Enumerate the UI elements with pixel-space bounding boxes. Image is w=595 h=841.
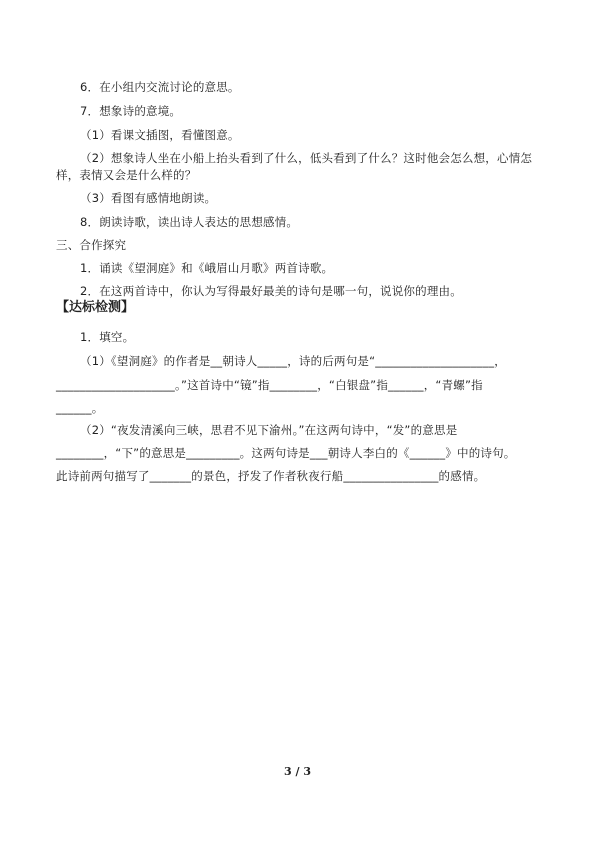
step-7-text: 7．想象诗的意境。 — [80, 104, 182, 118]
step-8-text: 8．朗读诗歌，读出诗人表达的思想感情。 — [80, 215, 299, 229]
fill-question-2-line-2: ________，“下”的意思是_________。这两句诗是___朝诗人李白的《______》中的诗句。 — [56, 446, 516, 460]
cooperative-item-2: 2．在这两首诗中，你认为写得最好最美的诗句是哪一句，说说你的理由。 — [80, 284, 462, 298]
assessment-heading: 【达标检测】 — [56, 300, 135, 315]
fill-question-2-line-3: 此诗前两句描写了_______的景色，抒发了作者秋夜行船________________的感情。 — [56, 469, 486, 483]
substep-3-text: （3）看图有感情地朗读。 — [80, 191, 217, 205]
fill-question-2-line-1: （2）“夜发清溪向三峡，思君不见下渝州。”在这两句诗中，“发”的意思是 — [80, 423, 458, 437]
substep-2-text: （2）想象诗人坐在小船上抬头看到了什么，低头看到了什么？这时他会怎么想，心情怎 — [80, 151, 533, 165]
fill-question-1-line-2: ____________________。”这首诗中“镜”指________，“白银盘”指______，“青螺”指 — [56, 378, 483, 392]
substep-1-text: （1）看课文插图，看懂图意。 — [80, 128, 240, 142]
step-6-text: 6．在小组内交流讨论的意思。 — [80, 80, 240, 94]
substep-2-continuation: 样，表情又会是什么样的？ — [56, 168, 197, 182]
fill-question-1-line-3: ______。 — [56, 401, 104, 415]
fill-question-1-line-1: （1）《望洞庭》的作者是__朝诗人_____，诗的后两句是“____________________， — [80, 354, 506, 368]
fill-in-instruction: 1．填空。 — [80, 330, 135, 344]
section-three-title: 三、合作探究 — [56, 238, 127, 252]
page-number: 3 / 3 — [284, 765, 311, 778]
cooperative-item-1: 1．诵读《望洞庭》和《峨眉山月歌》两首诗歌。 — [80, 261, 334, 275]
